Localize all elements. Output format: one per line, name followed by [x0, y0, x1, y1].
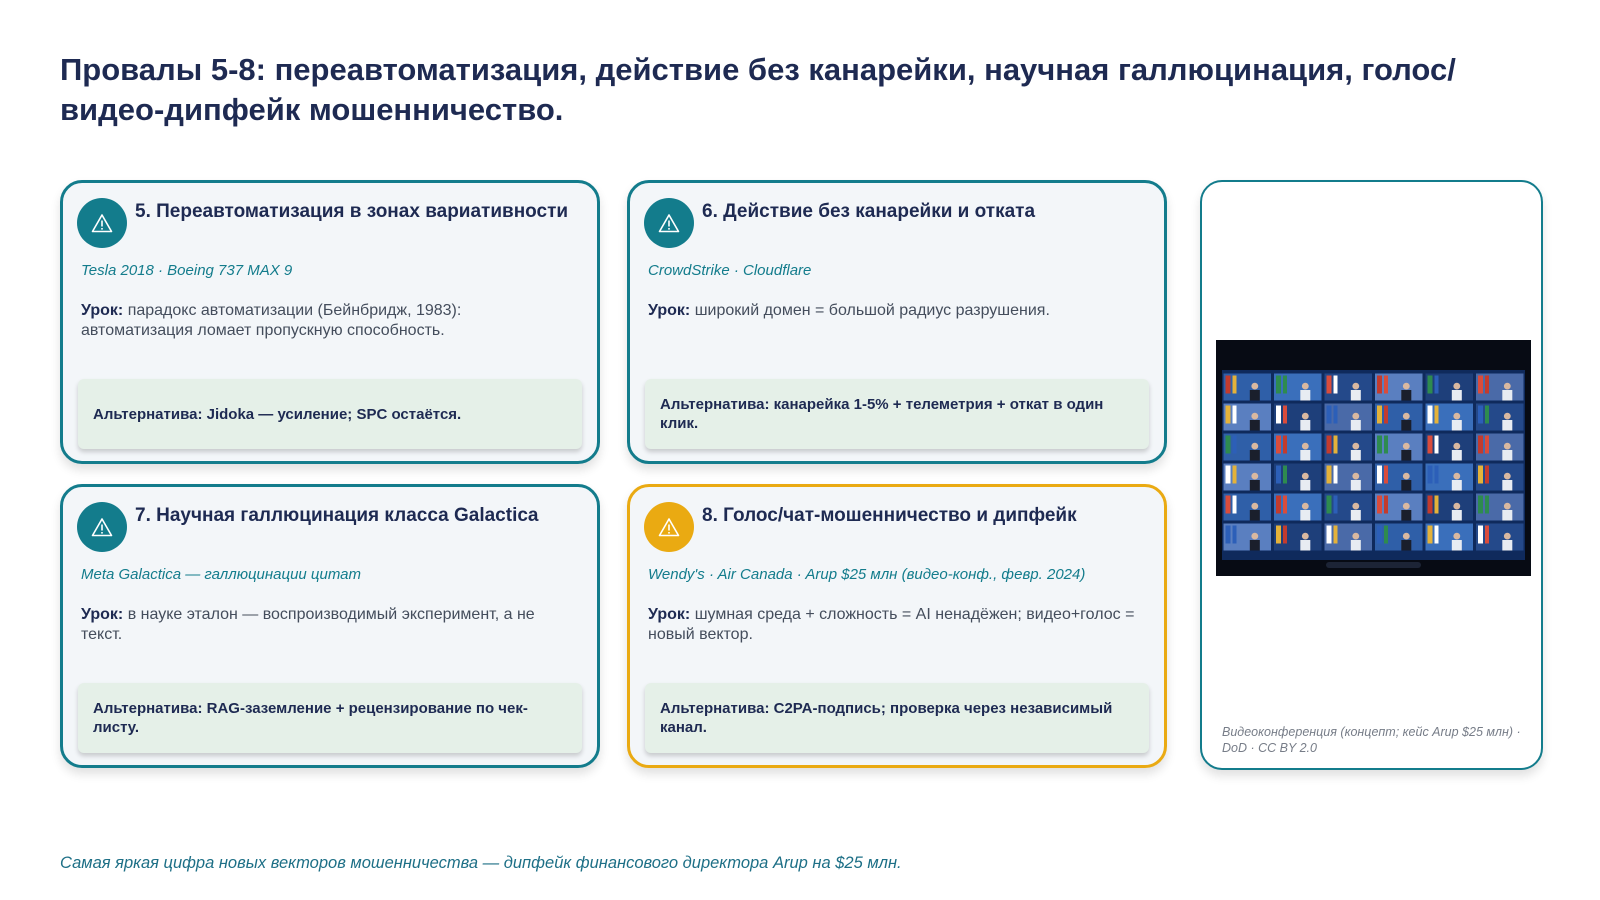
lesson-text: широкий домен = большой радиус разрушения. [694, 302, 1050, 319]
card-cases: Meta Galactica — галлюцинации цитат [81, 566, 362, 583]
card-lesson [81, 301, 573, 341]
photo-caption: Видеоконференция (концепт; кейс Arup $25 млн) · DoD · CC BY 2.0 [1222, 725, 1521, 755]
card-title: 7. Научная галлюцинация класса Galactica [135, 505, 539, 526]
failure-card-6 [627, 180, 1167, 464]
warning-icon [644, 198, 694, 248]
card-lesson [81, 605, 573, 645]
video-conference-photo [1216, 340, 1531, 576]
page-title: Провалы 5-8: переавтоматизация, действие без канарейки, научная галлюцинация, голос/видео-дипфейк мошенничество. [60, 52, 1456, 127]
lesson-label: Урок: [81, 302, 124, 319]
card-title: 6. Действие без канарейки и отката [702, 201, 1036, 222]
card-cases: CrowdStrike · Cloudflare [648, 262, 812, 279]
failure-card-8 [627, 484, 1167, 768]
card-lesson [648, 301, 1140, 321]
card-alternative: Альтернатива: C2PA-подпись; проверка через независимый канал. [645, 683, 1149, 753]
lesson-text: в науке эталон — воспроизводимый эксперимент, а не текст. [81, 606, 535, 643]
lesson-label: Урок: [648, 606, 691, 623]
card-title: 8. Голос/чат-мошенничество и дипфейк [702, 505, 1077, 526]
warning-icon [644, 502, 694, 552]
failure-card-7 [60, 484, 600, 768]
lesson-label: Урок: [648, 302, 691, 319]
card-alternative: Альтернатива: Jidoka — усиление; SPC остаётся. [78, 379, 582, 449]
photo-card [1200, 180, 1543, 770]
lesson-text: парадокс автоматизации (Бейнбридж, 1983): автоматизация ломает пропускную способность. [81, 302, 462, 339]
card-cases: Wendy's · Air Canada · Arup $25 млн (видео-конф., февр. 2024) [648, 566, 1086, 583]
lesson-label: Урок: [81, 606, 124, 623]
card-cases: Tesla 2018 · Boeing 737 MAX 9 [81, 262, 293, 279]
footer-note: Самая яркая цифра новых векторов мошенничества — дипфейк финансового директора Arup на $25 млн. [60, 854, 902, 872]
failure-card-5 [60, 180, 600, 464]
lesson-text: шумная среда + сложность = AI ненадёжен; видео+голос = новый вектор. [648, 606, 1135, 643]
warning-icon [77, 198, 127, 248]
card-lesson [648, 605, 1140, 645]
card-alternative: Альтернатива: RAG-заземление + рецензирование по чек-листу. [78, 683, 582, 753]
card-title: 5. Переавтоматизация в зонах вариативности [135, 201, 569, 222]
warning-icon [77, 502, 127, 552]
card-alternative: Альтернатива: канарейка 1-5% + телеметрия + откат в один клик. [645, 379, 1149, 449]
